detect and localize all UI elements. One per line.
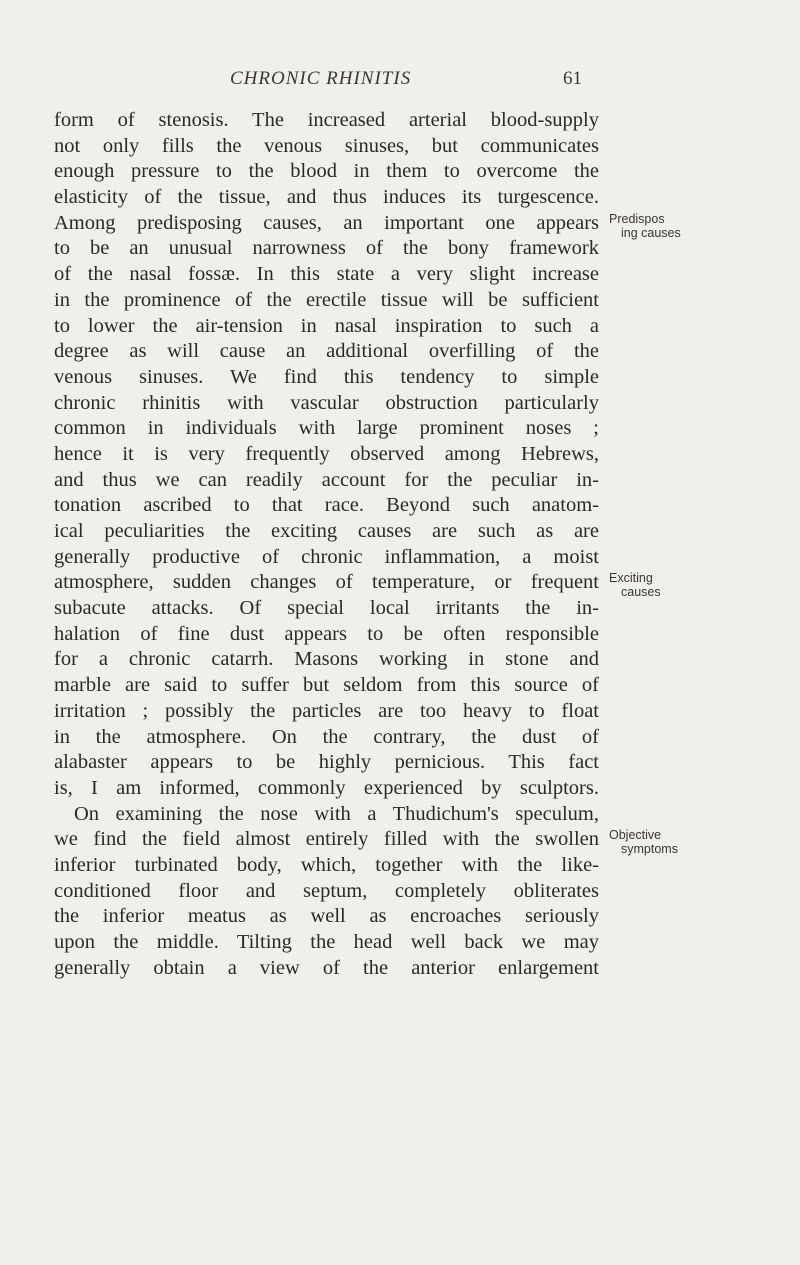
text-line: hence it is very frequently observed among Hebrews, xyxy=(54,442,599,465)
text-line: subacute attacks. Of special local irritants the in- xyxy=(54,597,599,620)
sidenote-predisposing-causes xyxy=(609,212,699,240)
text-line: elasticity of the tissue, and thus induces its turgescence. xyxy=(54,186,599,209)
text-line: to be an unusual narrowness of the bony framework xyxy=(54,237,599,260)
text-line: is, I am informed, commonly experienced by sculptors. xyxy=(54,776,599,799)
text-line: in the prominence of the erectile tissue will be sufficient xyxy=(54,288,599,311)
text-line: form of stenosis. The increased arterial blood-supply xyxy=(54,109,599,131)
text-line: not only fills the venous sinuses, but communicates xyxy=(54,134,599,157)
page-number: 61 xyxy=(563,68,582,89)
text-line: On examining the nose with a Thudichum's speculum, xyxy=(74,802,599,825)
text-line: the inferior meatus as well as encroaches seriously xyxy=(54,905,599,928)
running-title: CHRONIC RHINITIS xyxy=(230,68,412,89)
text-line: atmosphere, sudden changes of temperature, or frequent xyxy=(54,571,599,594)
text-line: and thus we can readily account for the peculiar in- xyxy=(54,468,599,491)
text-line: inferior turbinated body, which, together with the like- xyxy=(54,853,599,876)
body-text xyxy=(54,108,599,981)
text-line: degree as will cause an additional overfilling of the xyxy=(54,340,599,363)
text-line: chronic rhinitis with vascular obstruction particularly xyxy=(54,391,599,414)
sidenote-line: Objective xyxy=(609,828,662,842)
text-line: ical peculiarities the exciting causes are such as are xyxy=(54,520,599,542)
text-line: generally obtain a view of the anterior enlargement xyxy=(54,956,599,979)
sidenote-line: causes xyxy=(621,585,661,599)
text-line: venous sinuses. We find this tendency to simple xyxy=(54,365,599,388)
text-line: marble are said to suffer but seldom from this source of xyxy=(54,674,599,697)
text-line: in the atmosphere. On the contrary, the dust of xyxy=(54,725,599,748)
text-line: halation of fine dust appears to be often responsible xyxy=(54,622,599,645)
text-line: Among predisposing causes, an important one appears xyxy=(54,211,599,234)
sidenote-exciting-causes xyxy=(609,571,699,599)
text-line: tonation ascribed to that race. Beyond such anatom- xyxy=(54,494,599,517)
text-line: conditioned floor and septum, completely obliterates xyxy=(54,879,599,902)
text-line: alabaster appears to be highly pernicious. This fact xyxy=(54,751,599,774)
text-line: we find the field almost entirely filled with the swollen xyxy=(54,828,599,851)
text-line: to lower the air-tension in nasal inspiration to such a xyxy=(54,314,599,337)
sidenote-line: symptoms xyxy=(621,842,678,856)
text-line: upon the middle. Tilting the head well back we may xyxy=(54,931,599,953)
text-line: for a chronic catarrh. Masons working in stone and xyxy=(54,648,599,671)
text-line: of the nasal fossæ. In this state a very slight increase xyxy=(54,263,599,286)
sidenote-objective-symptoms xyxy=(609,828,699,856)
sidenote-line: Predispos xyxy=(609,212,665,226)
text-line: irritation ; possibly the particles are too heavy to float xyxy=(54,699,599,722)
text-line: enough pressure to the blood in them to overcome the xyxy=(54,160,599,183)
running-head xyxy=(0,68,800,98)
text-line: generally productive of chronic inflammation, a moist xyxy=(54,545,599,568)
sidenote-line: ing causes xyxy=(621,226,681,240)
sidenote-line: Exciting xyxy=(609,571,653,585)
text-line: common in individuals with large prominent noses ; xyxy=(54,417,599,440)
